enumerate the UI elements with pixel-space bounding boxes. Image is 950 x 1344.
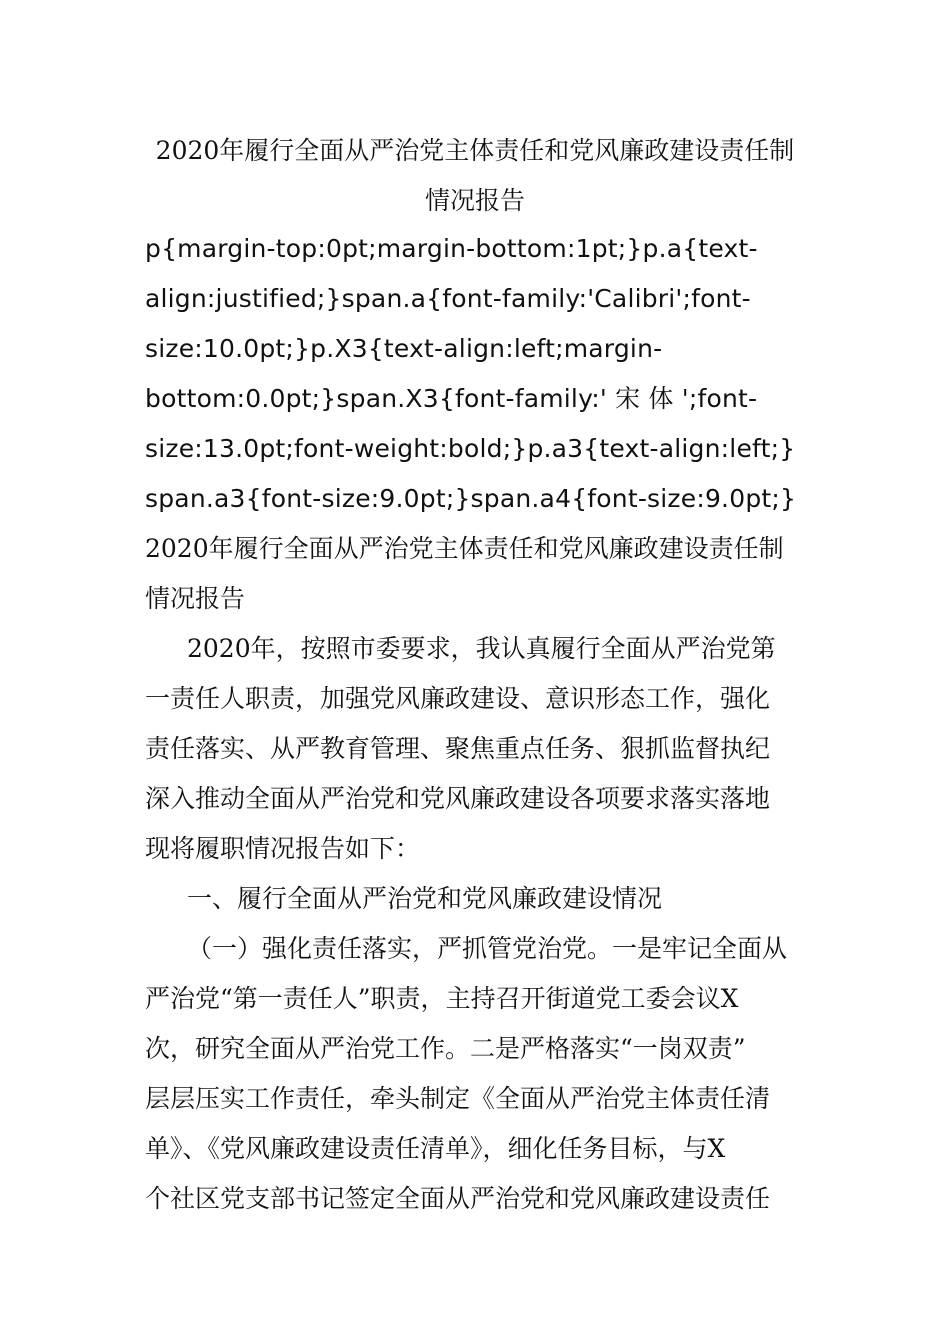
title-line-1: 2020年履行全面从严治党主体责任和党风廉政建设责任制 [155, 136, 795, 165]
paragraph-line: 单》、《党风廉政建设责任清单》，细化任务目标，与X [145, 1134, 726, 1163]
title-line-2: 情况报告 [424, 186, 525, 215]
css-line: size:13.0pt;font-weight:bold;}p.a3{text-align:left;} [145, 434, 796, 463]
css-line: span.a3{font-size:9.0pt;}span.a4{font-size:9.0pt;} [145, 484, 797, 513]
css-line: align:justified;}span.a{font-family:'Calibri';font- [145, 284, 751, 313]
css-line: bottom:0.0pt;}span.X3{font-family:' 宋 体 ';font- [145, 384, 758, 413]
repeated-title-line-2: 情况报告 [145, 584, 246, 613]
repeated-title [145, 524, 810, 624]
document-title [145, 126, 805, 226]
paragraph-line: 个社区党支部书记签定全面从严治党和党风廉政建设责任 [145, 1184, 771, 1213]
css-code-block [145, 224, 810, 524]
paragraph-line: 深入推动全面从严治党和党风廉政建设各项要求落实落地 [145, 784, 771, 813]
paragraph-responsibility [145, 924, 810, 1224]
repeated-title-line-1: 2020年履行全面从严治党主体责任和党风廉政建设责任制 [145, 534, 784, 563]
paragraph-line: 2020年，按照市委要求，我认真履行全面从严治党第 [187, 634, 776, 663]
document-body [145, 224, 810, 1224]
paragraph-line: 次，研究全面从严治党工作。二是严格落实“一岗双责” [145, 1034, 746, 1063]
paragraph-line: 严治党“第一责任人”职责，主持召开街道党工委会议X [145, 984, 739, 1013]
css-line: p{margin-top:0pt;margin-bottom:1pt;}p.a{text- [145, 234, 758, 263]
paragraph-line: 责任落实、从严教育管理、聚焦重点任务、狠抓监督执纪 [145, 734, 771, 763]
paragraph-line: 层层压实工作责任，牵头制定《全面从严治党主体责任清 [145, 1084, 771, 1113]
paragraph-line: 一责任人职责，加强党风廉政建设、意识形态工作，强化 [145, 684, 771, 713]
paragraph-intro [145, 624, 810, 874]
paragraph-line: （一）强化责任落实，严抓管党治党。一是牢记全面从 [187, 934, 788, 963]
paragraph-line: 现将履职情况报告如下： [145, 834, 421, 863]
section-heading: 一、履行全面从严治党和党风廉政建设情况 [187, 884, 663, 913]
css-line: size:10.0pt;}p.X3{text-align:left;margin- [145, 334, 663, 363]
